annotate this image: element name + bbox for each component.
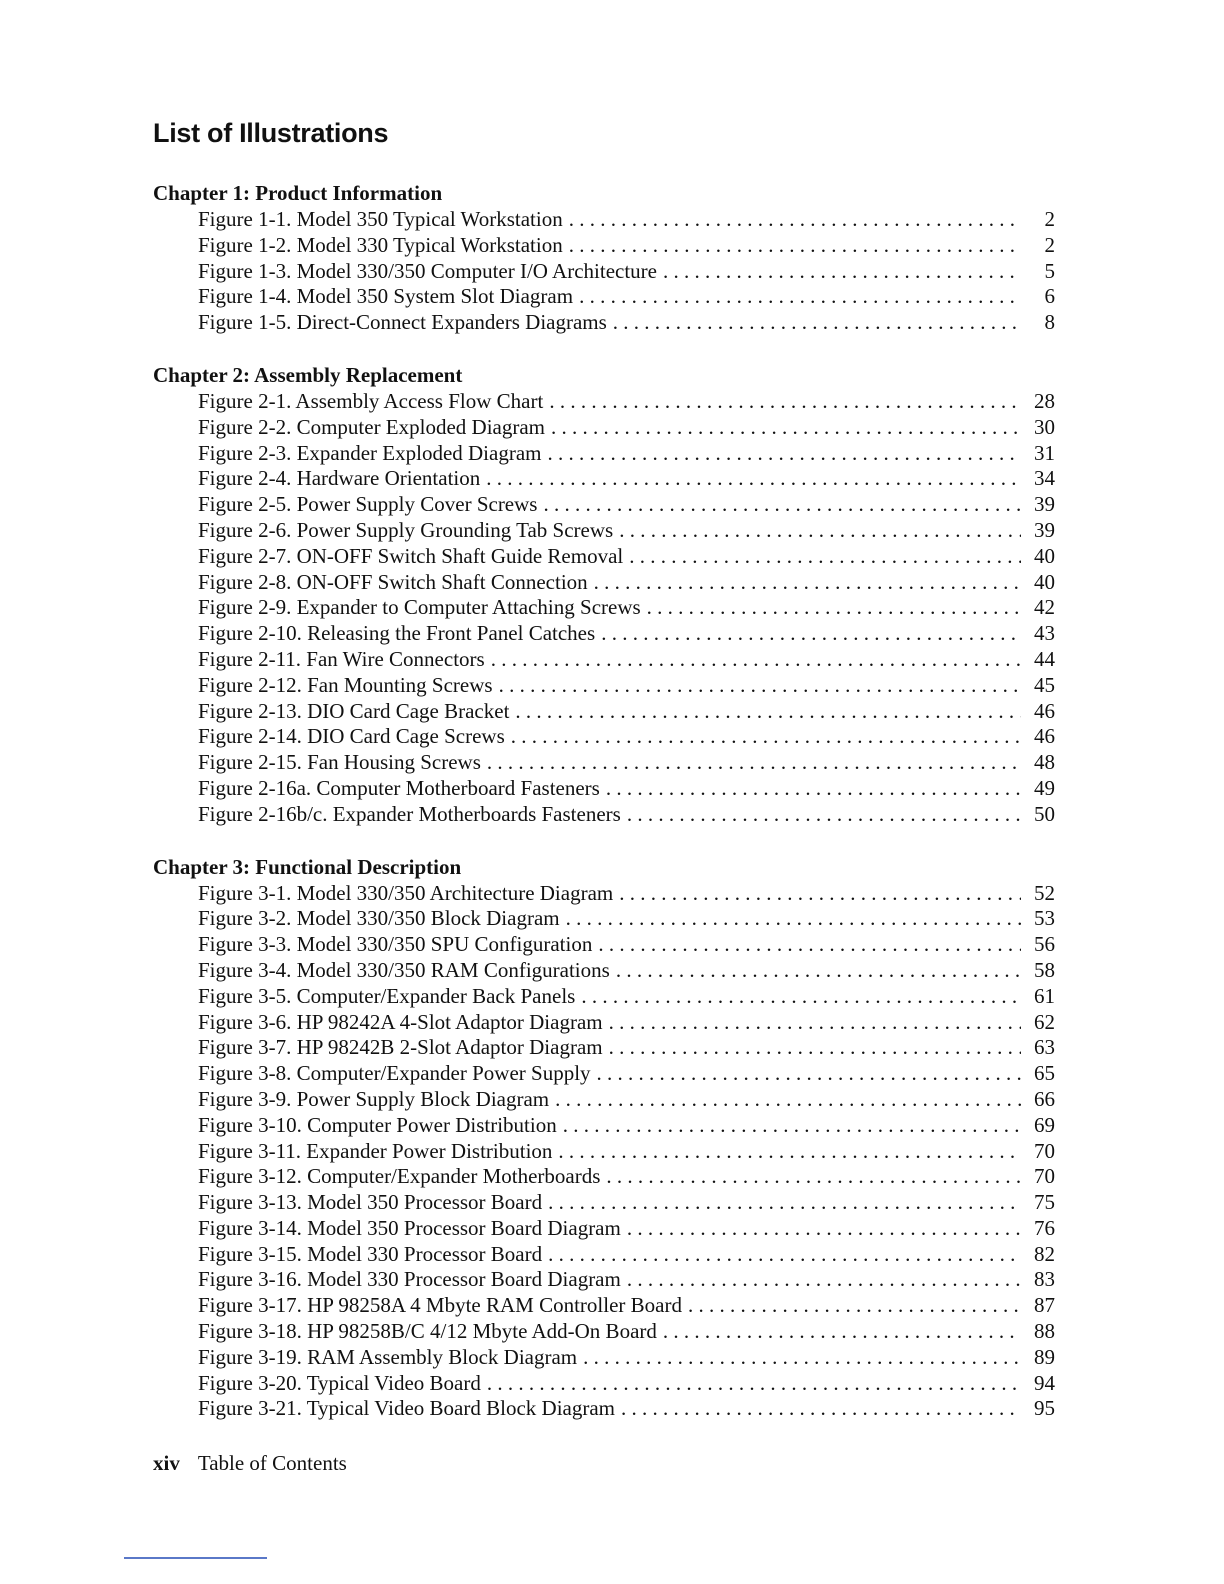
dot-leader xyxy=(555,1087,1021,1113)
figure-entry[interactable] xyxy=(153,1113,1055,1139)
figure-page-number: 42 xyxy=(1034,595,1055,620)
figure-entry[interactable] xyxy=(153,1396,1055,1422)
figure-entry[interactable] xyxy=(153,441,1055,467)
figure-page-number: 40 xyxy=(1034,543,1055,568)
figure-label: Figure 2-3. Expander Exploded Diagram xyxy=(198,440,542,465)
figure-page-number: 70 xyxy=(1034,1138,1055,1163)
dot-leader xyxy=(663,259,1021,285)
figure-label: Figure 1-4. Model 350 System Slot Diagram xyxy=(198,284,574,309)
figure-page-number: 49 xyxy=(1034,775,1055,800)
dot-leader xyxy=(499,673,1021,699)
figure-page-number: 39 xyxy=(1034,517,1055,542)
figure-entry[interactable] xyxy=(153,1035,1055,1061)
figure-label: Figure 2-4. Hardware Orientation xyxy=(198,466,481,491)
figure-entry[interactable] xyxy=(153,1293,1055,1319)
dot-leader xyxy=(594,570,1021,596)
figure-entry[interactable] xyxy=(153,389,1055,415)
figure-page-number: 65 xyxy=(1034,1061,1055,1086)
figure-label: Figure 1-5. Direct-Connect Expanders Diagrams xyxy=(198,310,607,335)
figure-page-number: 5 xyxy=(1044,258,1055,283)
dot-leader xyxy=(597,1061,1021,1087)
page-folio: xiv xyxy=(153,1451,180,1475)
dot-leader xyxy=(583,1345,1021,1371)
dot-leader xyxy=(487,750,1021,776)
figure-page-number: 88 xyxy=(1034,1319,1055,1344)
figure-label: Figure 3-20. Typical Video Board xyxy=(198,1370,481,1395)
dot-leader xyxy=(616,958,1021,984)
figure-label: Figure 2-12. Fan Mounting Screws xyxy=(198,672,493,697)
figure-entry[interactable] xyxy=(153,750,1055,776)
dot-leader xyxy=(627,1216,1021,1242)
figure-entry[interactable] xyxy=(153,595,1055,621)
figure-label: Figure 2-10. Releasing the Front Panel Catches xyxy=(198,621,596,646)
figure-entry[interactable] xyxy=(153,518,1055,544)
figure-page-number: 94 xyxy=(1034,1370,1055,1395)
dot-leader xyxy=(609,1035,1021,1061)
figure-entry[interactable] xyxy=(153,1061,1055,1087)
figure-entry[interactable] xyxy=(153,1190,1055,1216)
figure-label: Figure 3-4. Model 330/350 RAM Configurations xyxy=(198,957,610,982)
figure-label: Figure 3-10. Computer Power Distribution xyxy=(198,1112,557,1137)
figure-label: Figure 1-2. Model 330 Typical Workstation xyxy=(198,232,563,257)
chapter-section xyxy=(153,854,1055,1423)
dot-leader xyxy=(609,1010,1021,1036)
dot-leader xyxy=(515,699,1021,725)
figure-entry[interactable] xyxy=(153,1139,1055,1165)
figure-label: Figure 3-16. Model 330 Processor Board Diagram xyxy=(198,1267,621,1292)
dot-leader xyxy=(566,906,1021,932)
figure-page-number: 70 xyxy=(1034,1164,1055,1189)
figure-entry[interactable] xyxy=(153,1319,1055,1345)
figure-entry[interactable] xyxy=(153,932,1055,958)
figure-entry[interactable] xyxy=(153,1164,1055,1190)
figure-label: Figure 3-3. Model 330/350 SPU Configuration xyxy=(198,932,593,957)
dot-leader xyxy=(621,1396,1021,1422)
figure-entry[interactable] xyxy=(153,1267,1055,1293)
figure-entry[interactable] xyxy=(153,570,1055,596)
figure-label: Figure 3-12. Computer/Expander Motherboards xyxy=(198,1164,601,1189)
figure-entry[interactable] xyxy=(153,1371,1055,1397)
footer-rule xyxy=(124,1557,267,1559)
figure-label: Figure 3-21. Typical Video Board Block Diagram xyxy=(198,1396,615,1421)
dot-leader xyxy=(613,310,1021,336)
chapter-section xyxy=(153,180,1055,336)
figure-page-number: 48 xyxy=(1034,750,1055,775)
figure-label: Figure 2-15. Fan Housing Screws xyxy=(198,750,481,775)
dot-leader xyxy=(548,1190,1021,1216)
figure-label: Figure 3-13. Model 350 Processor Board xyxy=(198,1190,543,1215)
dot-leader xyxy=(487,1371,1021,1397)
figure-page-number: 52 xyxy=(1034,880,1055,905)
figure-entry[interactable] xyxy=(153,207,1055,233)
figure-label: Figure 1-3. Model 330/350 Computer I/O Architecture xyxy=(198,258,657,283)
figure-label: Figure 2-7. ON-OFF Switch Shaft Guide Removal xyxy=(198,543,624,568)
figure-label: Figure 3-9. Power Supply Block Diagram xyxy=(198,1086,550,1111)
figure-page-number: 46 xyxy=(1034,698,1055,723)
dot-leader xyxy=(647,595,1021,621)
page-title: List of Illustrations xyxy=(153,118,389,148)
figure-label: Figure 3-2. Model 330/350 Block Diagram xyxy=(198,906,560,931)
figure-page-number: 95 xyxy=(1034,1396,1055,1421)
figure-page-number: 58 xyxy=(1034,957,1055,982)
figure-entry[interactable] xyxy=(153,1216,1055,1242)
figure-page-number: 50 xyxy=(1034,801,1055,826)
figure-label: Figure 3-6. HP 98242A 4-Slot Adaptor Diagram xyxy=(198,1009,603,1034)
figure-page-number: 28 xyxy=(1034,388,1055,413)
dot-leader xyxy=(563,1113,1021,1139)
figure-label: Figure 3-18. HP 98258B/C 4/12 Mbyte Add-On Board xyxy=(198,1319,657,1344)
figure-entry[interactable] xyxy=(153,1010,1055,1036)
figure-page-number: 83 xyxy=(1034,1267,1055,1292)
figure-label: Figure 3-19. RAM Assembly Block Diagram xyxy=(198,1344,578,1369)
figure-page-number: 61 xyxy=(1034,983,1055,1008)
figure-page-number: 69 xyxy=(1034,1112,1055,1137)
dot-leader xyxy=(688,1293,1021,1319)
figure-label: Figure 2-6. Power Supply Grounding Tab Screws xyxy=(198,517,614,542)
dot-leader xyxy=(619,518,1021,544)
figure-page-number: 76 xyxy=(1034,1215,1055,1240)
figure-entry[interactable] xyxy=(153,1242,1055,1268)
figure-entry[interactable] xyxy=(153,699,1055,725)
figure-entry[interactable] xyxy=(153,802,1055,828)
figure-entry[interactable] xyxy=(153,1087,1055,1113)
figure-page-number: 40 xyxy=(1034,569,1055,594)
figure-entry[interactable] xyxy=(153,984,1055,1010)
figure-page-number: 45 xyxy=(1034,672,1055,697)
figure-entry[interactable] xyxy=(153,259,1055,285)
chapter-heading: Chapter 1: Product Information xyxy=(153,181,443,205)
figure-page-number: 89 xyxy=(1034,1344,1055,1369)
dot-leader xyxy=(549,389,1021,415)
figure-label: Figure 3-15. Model 330 Processor Board xyxy=(198,1241,543,1266)
figure-entry[interactable] xyxy=(153,544,1055,570)
figure-label: Figure 2-16a. Computer Motherboard Fasteners xyxy=(198,775,600,800)
figure-page-number: 31 xyxy=(1034,440,1055,465)
figure-page-number: 75 xyxy=(1034,1190,1055,1215)
dot-leader xyxy=(606,1164,1021,1190)
figure-entry[interactable] xyxy=(153,724,1055,750)
figure-label: Figure 2-11. Fan Wire Connectors xyxy=(198,646,485,671)
dot-leader xyxy=(581,984,1021,1010)
figure-entry[interactable] xyxy=(153,415,1055,441)
figure-label: Figure 2-2. Computer Exploded Diagram xyxy=(198,414,546,439)
figure-entry[interactable] xyxy=(153,906,1055,932)
dot-leader xyxy=(548,1242,1021,1268)
dot-leader xyxy=(579,284,1021,310)
dot-leader xyxy=(486,466,1021,492)
figure-label: Figure 3-8. Computer/Expander Power Supply xyxy=(198,1061,591,1086)
figure-label: Figure 2-13. DIO Card Cage Bracket xyxy=(198,698,510,723)
dot-leader xyxy=(627,1267,1021,1293)
dot-leader xyxy=(491,647,1021,673)
figure-label: Figure 2-5. Power Supply Cover Screws xyxy=(198,492,538,517)
figure-entry[interactable] xyxy=(153,466,1055,492)
figure-page-number: 56 xyxy=(1034,932,1055,957)
figure-label: Figure 3-11. Expander Power Distribution xyxy=(198,1138,553,1163)
figure-page-number: 87 xyxy=(1034,1293,1055,1318)
figure-label: Figure 2-9. Expander to Computer Attaching Screws xyxy=(198,595,641,620)
figure-page-number: 6 xyxy=(1044,284,1055,309)
figure-page-number: 44 xyxy=(1034,646,1055,671)
dot-leader xyxy=(629,544,1021,570)
dot-leader xyxy=(569,233,1021,259)
chapter-heading: Chapter 2: Assembly Replacement xyxy=(153,362,463,387)
figure-page-number: 34 xyxy=(1034,466,1055,491)
figure-entry[interactable] xyxy=(153,958,1055,984)
illustrations-list xyxy=(153,180,1055,1448)
dot-leader xyxy=(627,802,1021,828)
figure-page-number: 46 xyxy=(1034,724,1055,749)
figure-entry[interactable] xyxy=(153,647,1055,673)
figure-label: Figure 3-1. Model 330/350 Architecture Diagram xyxy=(198,880,614,905)
figure-label: Figure 3-5. Computer/Expander Back Panels xyxy=(198,983,576,1008)
figure-page-number: 43 xyxy=(1034,621,1055,646)
figure-entry[interactable] xyxy=(153,881,1055,907)
figure-entry[interactable] xyxy=(153,1345,1055,1371)
dot-leader xyxy=(511,724,1021,750)
figure-label: Figure 3-17. HP 98258A 4 Mbyte RAM Controller Board xyxy=(198,1293,682,1318)
figure-page-number: 39 xyxy=(1034,492,1055,517)
dot-leader xyxy=(543,492,1021,518)
figure-entry[interactable] xyxy=(153,776,1055,802)
figure-entry[interactable] xyxy=(153,284,1055,310)
figure-label: Figure 3-7. HP 98242B 2-Slot Adaptor Diagram xyxy=(198,1035,603,1060)
dot-leader xyxy=(569,207,1021,233)
figure-entry[interactable] xyxy=(153,621,1055,647)
figure-entry[interactable] xyxy=(153,233,1055,259)
dot-leader xyxy=(558,1139,1021,1165)
chapter-section xyxy=(153,362,1055,828)
dot-leader xyxy=(606,776,1021,802)
dot-leader xyxy=(619,881,1021,907)
figure-page-number: 62 xyxy=(1034,1009,1055,1034)
figure-label: Figure 2-14. DIO Card Cage Screws xyxy=(198,724,505,749)
figure-page-number: 82 xyxy=(1034,1241,1055,1266)
figure-page-number: 2 xyxy=(1044,232,1055,257)
footer-section-title: Table of Contents xyxy=(197,1451,347,1475)
figure-page-number: 53 xyxy=(1034,906,1055,931)
figure-page-number: 8 xyxy=(1044,310,1055,335)
dot-leader xyxy=(551,415,1021,441)
dot-leader xyxy=(663,1319,1021,1345)
figure-page-number: 2 xyxy=(1044,207,1055,231)
figure-label: Figure 2-1. Assembly Access Flow Chart xyxy=(198,388,544,413)
dot-leader xyxy=(548,441,1022,467)
dot-leader xyxy=(598,932,1021,958)
chapter-heading: Chapter 3: Functional Description xyxy=(153,854,462,879)
figure-entry[interactable] xyxy=(153,310,1055,336)
figure-label: Figure 3-14. Model 350 Processor Board Diagram xyxy=(198,1215,621,1240)
figure-entry[interactable] xyxy=(153,673,1055,699)
figure-label: Figure 1-1. Model 350 Typical Workstation xyxy=(198,207,563,231)
figure-label: Figure 2-16b/c. Expander Motherboards Fasteners xyxy=(198,801,621,826)
page-footer xyxy=(153,1451,347,1476)
figure-label: Figure 2-8. ON-OFF Switch Shaft Connection xyxy=(198,569,588,594)
figure-entry[interactable] xyxy=(153,492,1055,518)
figure-page-number: 63 xyxy=(1034,1035,1055,1060)
figure-page-number: 66 xyxy=(1034,1086,1055,1111)
dot-leader xyxy=(601,621,1021,647)
figure-page-number: 30 xyxy=(1034,414,1055,439)
